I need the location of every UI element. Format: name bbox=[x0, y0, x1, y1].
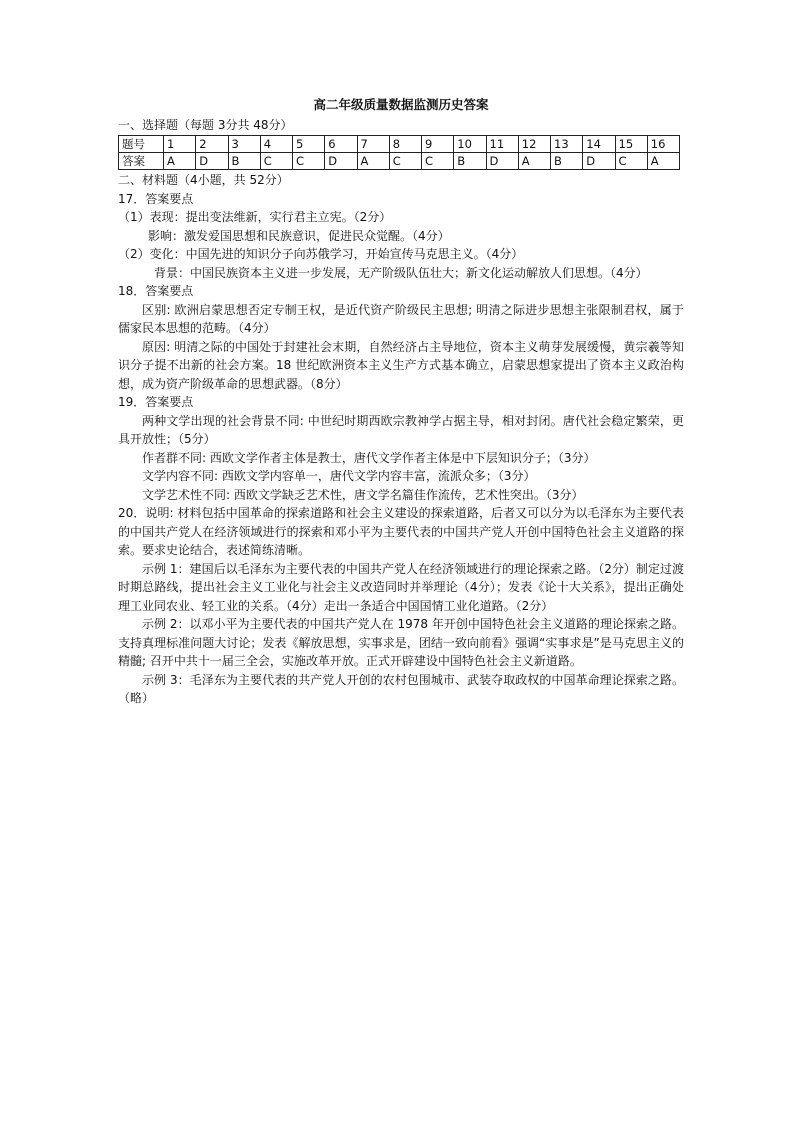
row-label-question: 题号 bbox=[119, 136, 164, 153]
answer-cell: C bbox=[389, 153, 421, 170]
section2-heading: 二、材料题（4小题，共 52分） bbox=[118, 173, 289, 187]
q17-line: 背景：中国民族资本主义进一步发展，无产阶级队伍壮大；新文化运动解放人们思想。（4分） bbox=[154, 265, 648, 280]
question-number: 15 bbox=[615, 136, 647, 153]
q19-paragraph: 文学艺术性不同: 西欧文学缺乏艺术性，唐文学名篇佳作流传，艺术性突出。（3分） bbox=[142, 487, 584, 502]
question-number: 9 bbox=[422, 136, 454, 153]
answer-cell: B bbox=[454, 153, 486, 170]
answer-table bbox=[118, 135, 680, 170]
section1-heading: 一、选择题（每题 3分共 48分） bbox=[118, 117, 293, 132]
q19-heading: 19．答案要点 bbox=[118, 395, 194, 409]
question-number: 13 bbox=[551, 136, 583, 153]
question-number: 4 bbox=[260, 136, 292, 153]
q18-heading: 18．答案要点 bbox=[118, 284, 194, 298]
answer-cell: C bbox=[422, 153, 454, 170]
question-number: 8 bbox=[389, 136, 421, 153]
q20-example: 示例 3：毛泽东为主要代表的共产党人开创的农村包围城市、武装夺取政权的中国革命理论探索之路。（略） bbox=[118, 672, 684, 705]
q18-paragraph: 区别: 欧洲启蒙思想否定专制王权，是近代资产阶级民主思想; 明清之际进步思想主张限制君权，属于儒家民本思想的范畴。（4分） bbox=[118, 302, 684, 335]
question-number: 10 bbox=[454, 136, 486, 153]
answer-cell: C bbox=[615, 153, 647, 170]
answer-cell: A bbox=[518, 153, 550, 170]
answer-cell: D bbox=[583, 153, 615, 170]
q20-paragraph: 20．说明: 材料包括中国革命的探索道路和社会主义建设的探索道路，后者又可以分为以毛泽东为主要代表的中国共产党人在经济领域进行的探索和邓小平为主要代表的中国共产党人开创中国特色社会主义道路的探索。要求史论结合，表述简练清晰。 bbox=[118, 506, 684, 557]
answer-cell: A bbox=[164, 153, 196, 170]
q17-line: （1）表现：提出变法维新，实行君主立宪。（2分） bbox=[118, 210, 392, 224]
question-number: 16 bbox=[647, 136, 679, 153]
answer-cell: D bbox=[196, 153, 228, 170]
question-number: 1 bbox=[164, 136, 196, 153]
answer-row bbox=[119, 153, 680, 170]
answer-cell: D bbox=[325, 153, 357, 170]
question-number: 7 bbox=[357, 136, 389, 153]
question-number: 6 bbox=[325, 136, 357, 153]
q19-paragraph: 作者群不同: 西欧文学作者主体是教士，唐代文学作者主体是中下层知识分子；（3分） bbox=[142, 450, 596, 465]
question-number: 11 bbox=[486, 136, 518, 153]
answer-sheet bbox=[118, 96, 684, 708]
q18-paragraph: 原因: 明清之际的中国处于封建社会末期，自然经济占主导地位，资本主义萌芽发展缓慢，黄宗羲等知识分子提不出新的社会方案。18 世纪欧洲资本主义生产方式基本确立，启蒙思想家提出了资本主义政治构想，成为资产阶级革命的思想武器。（8分） bbox=[118, 339, 684, 391]
answer-cell: C bbox=[293, 153, 325, 170]
q19-paragraph: 两种文学出现的社会背景不同: 中世纪时期西欧宗教神学占据主导，相对封闭。唐代社会稳定繁荣，更具开放性；（5分） bbox=[118, 413, 684, 446]
answer-cell: D bbox=[486, 153, 518, 170]
question-number: 12 bbox=[518, 136, 550, 153]
answer-cell: C bbox=[260, 153, 292, 170]
question-number-row bbox=[119, 136, 680, 153]
q19-paragraph: 文学内容不同: 西欧文学内容单一，唐代文学内容丰富，流派众多；（3分） bbox=[142, 469, 536, 483]
answer-cell: A bbox=[647, 153, 679, 170]
q17-line: （2）变化：中国先进的知识分子向苏俄学习，开始宣传马克思主义。（4分） bbox=[118, 247, 524, 261]
answer-cell: A bbox=[357, 153, 389, 170]
question-number: 2 bbox=[196, 136, 228, 153]
question-number: 3 bbox=[228, 136, 260, 153]
page-title: 高二年级质量数据监测历史答案 bbox=[313, 97, 489, 112]
q17-heading: 17．答案要点 bbox=[118, 191, 194, 206]
answer-cell: B bbox=[228, 153, 260, 170]
question-number: 5 bbox=[293, 136, 325, 153]
q20-example: 示例 1：建国后以毛泽东为主要代表的中国共产党人在经济领域进行的理论探索之路。（2分）制定过渡时期总路线，提出社会主义工业化与社会主义改造同时并举理论（4分）；发表《论十大关系》，提出正确处理工业同农业、轻工业的关系。（4分）走出一条适合中国国情工业化道路。（2分） bbox=[118, 561, 684, 613]
q17-line: 影响：激发爱国思想和民族意识，促进民众觉醒。（4分） bbox=[148, 228, 450, 243]
question-number: 14 bbox=[583, 136, 615, 153]
answer-cell: B bbox=[551, 153, 583, 170]
row-label-answer: 答案 bbox=[119, 153, 164, 170]
q20-example: 示例 2：以邓小平为主要代表的中国共产党人在 1978 年开创中国特色社会主义道路的理论探索之路。支持真理标准问题大讨论；发表《解放思想，实事求是，团结一致向前看》强调“实事求是”是马克思主义的精髓; 召开中共十一届三全会，实施改革开放。正式开辟建设中国特色社会主义新道路。 bbox=[118, 617, 684, 668]
